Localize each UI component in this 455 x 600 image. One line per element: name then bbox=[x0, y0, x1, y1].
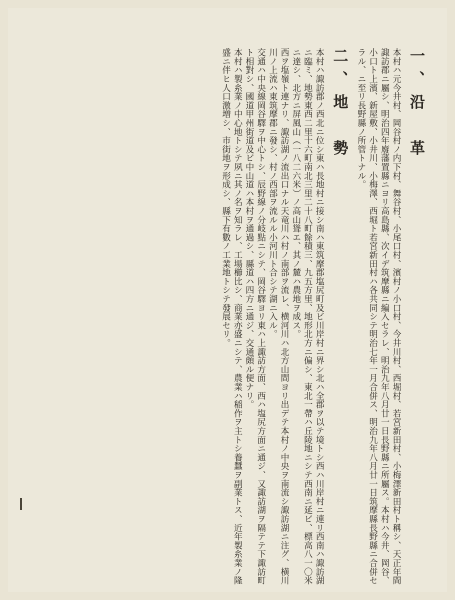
vertical-text-block bbox=[26, 48, 431, 588]
topography-paragraph-3: 交通ハ中央線岡谷驛ヲ中心トシ、辰野線ノ分岐點ニシテ、岡谷驛ヨリ東ハ上諏訪方面、西ハ塩尻方面ニ通ジ、又諏訪湖ヲ隔テテ下諏訪町ト相對シ、國道甲州街道及ビ中山道ハ本村ヲ通過シ、縣道ハ四方ニ通ジ、交通頗ル便ナリ。 bbox=[243, 48, 266, 585]
page-margin-mark bbox=[20, 498, 22, 510]
section-heading-history: 一、沿 革 bbox=[408, 48, 426, 163]
section-heading-topography: 二、地 勢 bbox=[331, 48, 350, 163]
history-paragraph: 本村ハ元今井村、岡谷村ノ内下村、舞谷村、小尾口村、濱村ノ小口村、今井川村、西堀村、若宮新田村、小梅澤新田村ト稱シ、天正年間諏訪郡ニ屬シ、明治四年廢藩置縣ニヨリ高島縣、次イデ筑摩縣ニ編入セラレ、明治九年八月廿一日長野縣ニ所屬ス。本村ハ今井、岡谷、小口ト上濱、新屋敷、小井川、小梅澤、西堀ト若宮新田村ハ各共同シテ明治七年一月合併ス、明治九年八月廿一日筑摩縣長野縣ニ合併セラル、ニ至リ長野縣ノ所管トナル。 bbox=[355, 48, 401, 585]
topography-paragraph-2: 西ヲ塩嶺ト連ナリ、諏訪湖ノ流出口ナル天竜川ハ村ノ南部ヲ流レ、横河川ハ北方山間ヨリ出デテ本村ノ中央ヲ南流シ諏訪湖ニ注グ、横川川ノ上流ハ東筑摩郡ニ發シ、村ノ西部ヲ流ルル小河川ト合シテ湖ニ入ル。 bbox=[267, 48, 290, 585]
topography-paragraph-1: 本村ハ諏訪郡ノ西北ニ位シ東ハ長地村ニ接シ南ハ東筑摩郡塩尻町及ビ川岸村ニ界シ北ハ全郡ヲ以テ境トシ西ハ川岸村ニ連リ西南ハ諏訪湖ニ臨ミ、地勢東西二里十六町南北三里二十八町餘積三、九五方里、地形北方ニ偏シ、東北一帶ハ丘陵地ニシテ西南ニ延ビ、標高八一〇米ニ達シ、北方ニ屏風山（一八二六米）ノ高山聳エ、其ノ麓ハ農地ヲ成ス。 bbox=[290, 48, 325, 585]
document-page bbox=[8, 8, 447, 592]
topography-paragraph-4: 本村ハ製糸業ノ中心地トシテ夙ニ其ノ名ヲ知ラレ、工場櫛比シ、商業亦盛ニシテ、農業ハ稲作ヲ主トシ養蠶ヲ副業トス、近年製糸業ノ隆盛ニ伴ヒ人口激増シ、市街地ヲ形成シ、縣下有數ノ工業地トシテ發展セリ。 bbox=[220, 48, 243, 585]
